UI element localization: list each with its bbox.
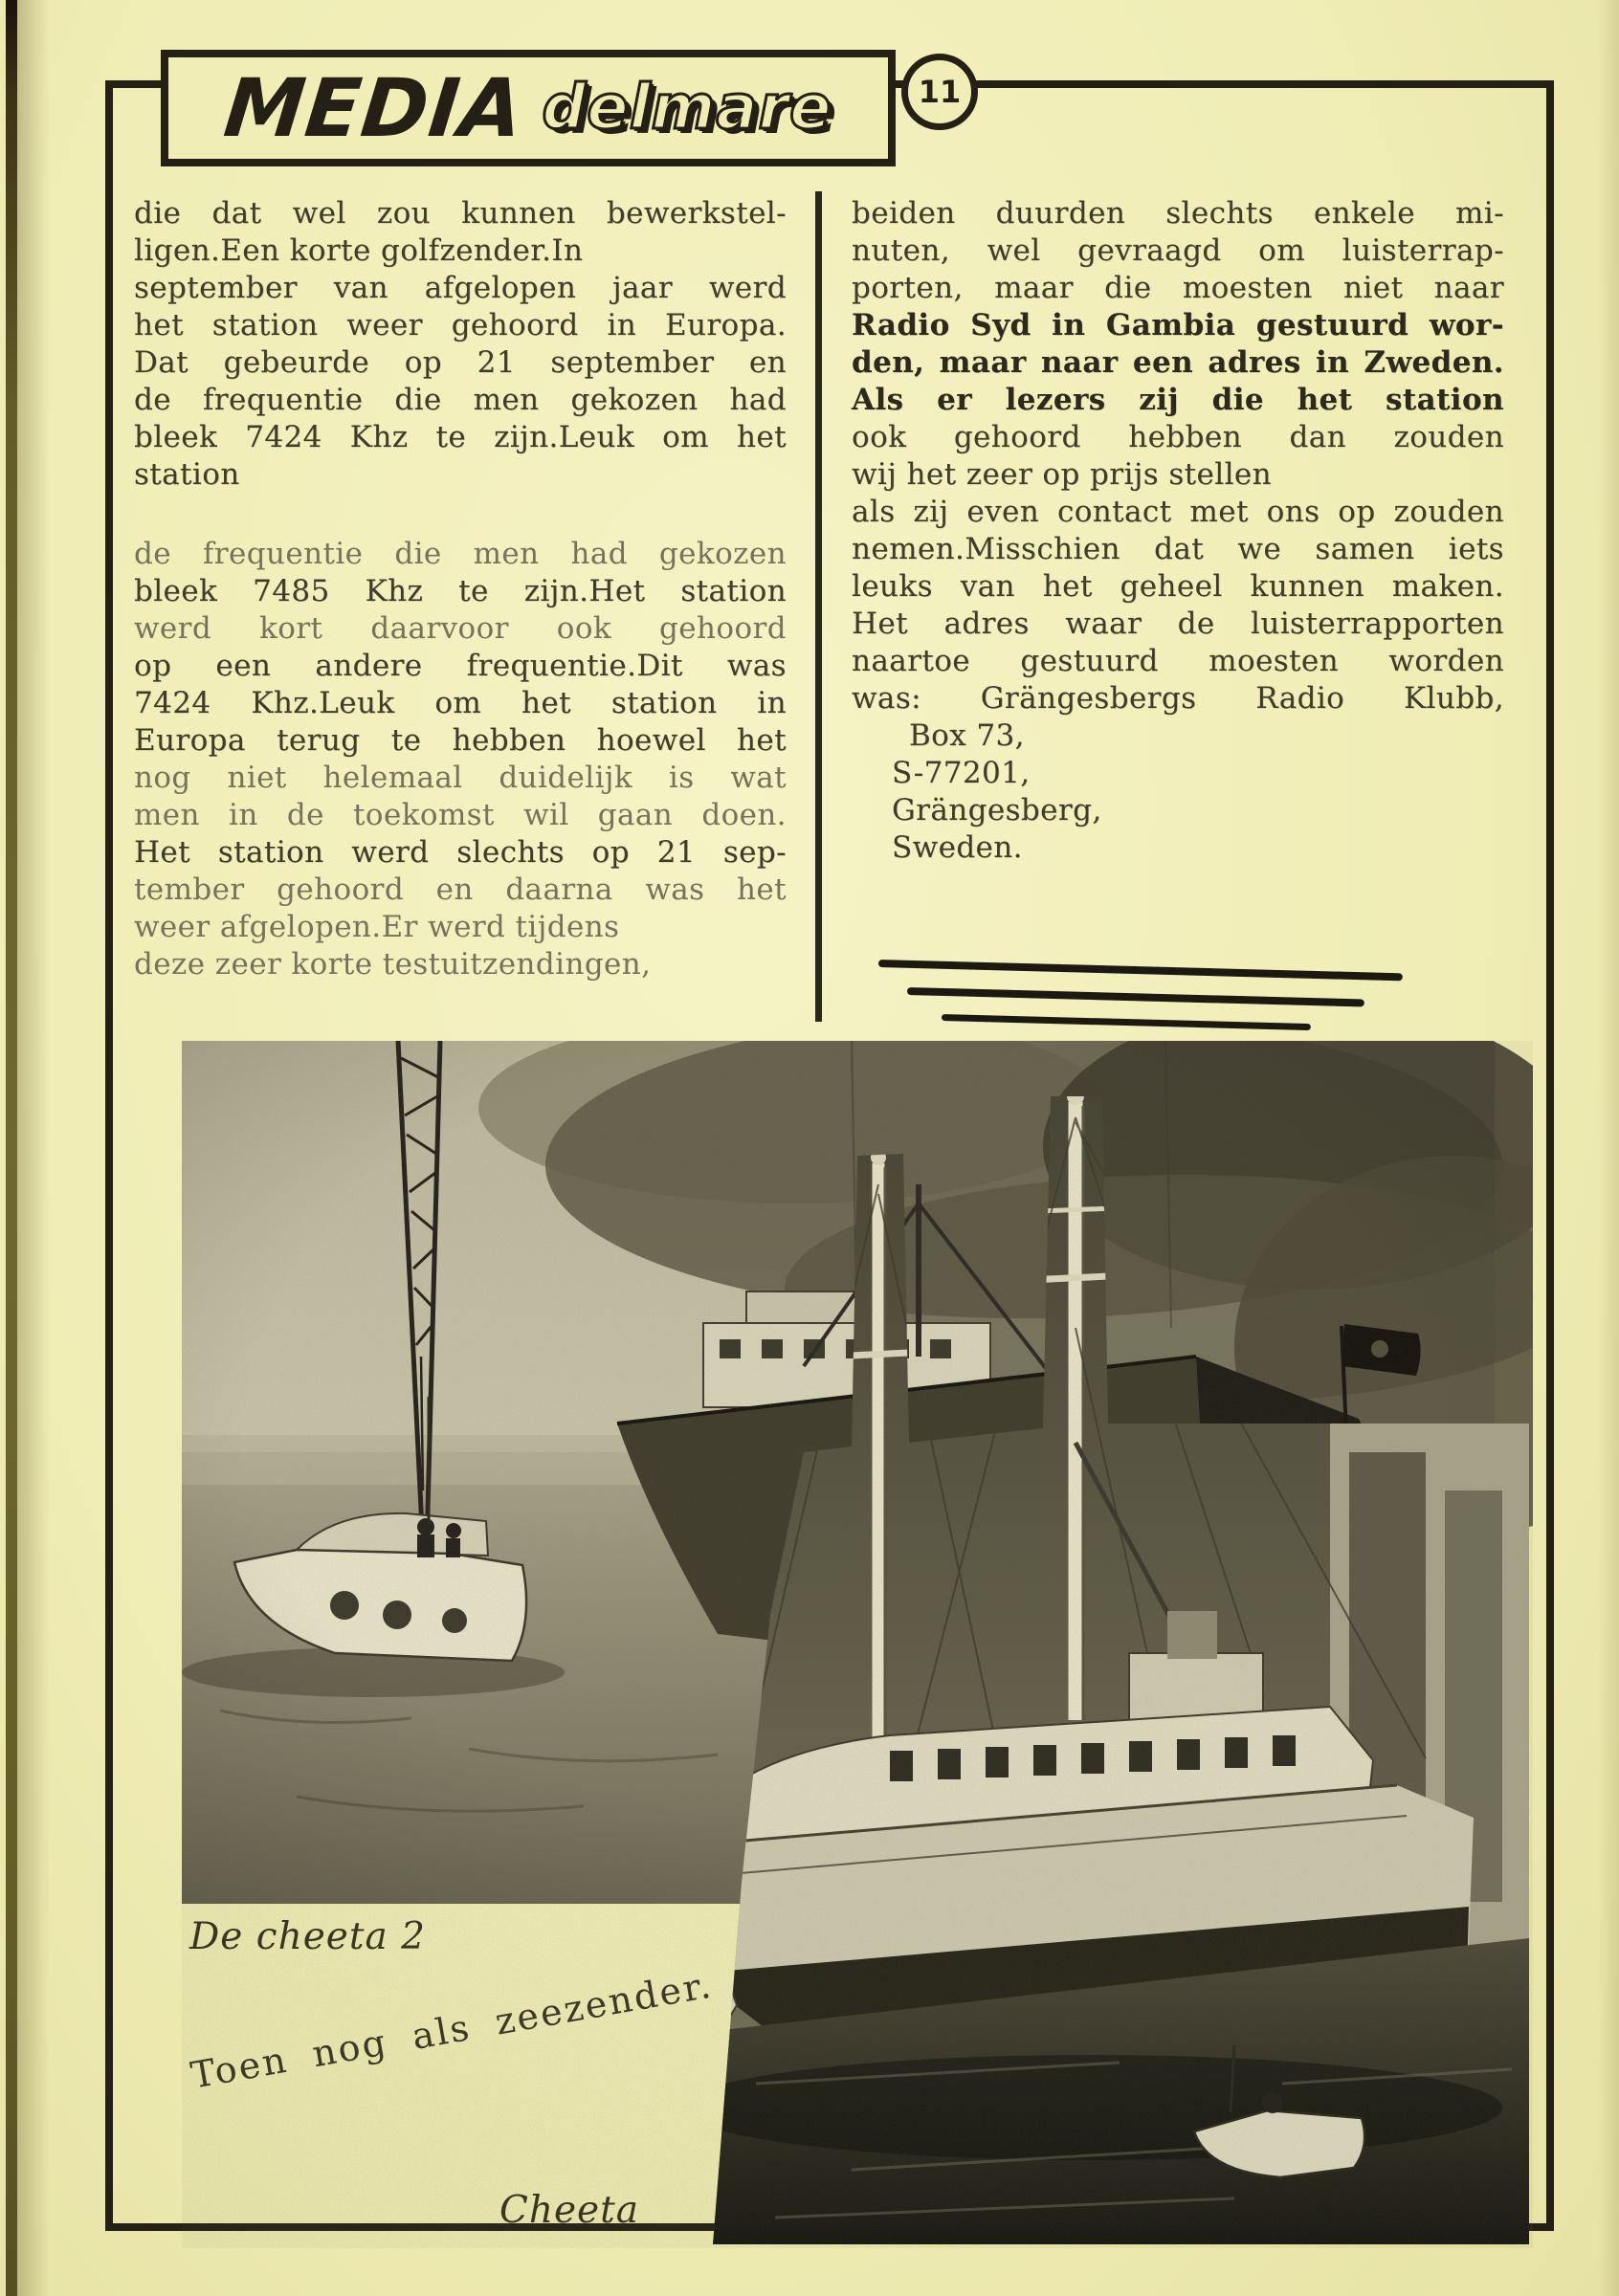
text-line: Dat gebeurde op 21 september en (134, 345, 787, 380)
column-divider (815, 191, 822, 1022)
photo-montage (182, 1041, 1533, 2248)
text-line: de frequentie die men had gekozen (134, 537, 787, 571)
text-line: Europa terug te hebben hoewel het (134, 723, 787, 758)
logo-delmare: delmare (542, 73, 832, 144)
address-line: Sweden. (892, 830, 1023, 865)
photo-cheeta2-and-cheeta (182, 1041, 1533, 2248)
text-line: tember gehoord en daarna was het (134, 872, 787, 907)
caption-de-cheeta-2: De cheeta 2 (189, 1915, 426, 1958)
photo-grain-overlay (182, 1041, 1533, 2248)
logo-box (161, 50, 896, 166)
text-line: ligen.Een korte golfzender.In (134, 233, 584, 268)
address-line: S-77201, (892, 756, 1031, 790)
text-line: Radio Syd in Gambia gestuurd wor- (852, 308, 1504, 342)
text-line: september van afgelopen jaar werd (134, 271, 787, 305)
text-line: Het adres waar de luisterrapporten (852, 607, 1504, 641)
caption-toen-nog-als-zeezender: Toen nog als zeezender. (188, 1963, 717, 2097)
text-line: porten, maar die moesten niet naar (852, 271, 1504, 305)
text-line: 7424 Khz.Leuk om het station in (134, 686, 787, 720)
text-line: wij het zeer op prijs stellen (852, 457, 1273, 492)
text-line: werd kort daarvoor ook gehoord (134, 611, 787, 646)
text-line: men in de toekomst wil gaan doen. (134, 798, 787, 832)
text-line: was: Grängesbergs Radio Klubb, (852, 681, 1504, 716)
text-line: leuks van het geheel kunnen maken. (852, 569, 1504, 604)
text-line: als zij even contact met ons op zouden (852, 495, 1504, 529)
logo-media: MEDIA (219, 61, 528, 155)
text-line: die dat wel zou kunnen bewerkstel- (134, 196, 787, 231)
address-line: Grängesberg, (892, 793, 1102, 828)
text-line: beiden duurden slechts enkele mi- (852, 196, 1504, 231)
text-line: nuten, wel gevraagd om luisterrap- (852, 233, 1504, 268)
text-line: op een andere frequentie.Dit was (134, 649, 787, 683)
text-line: station (134, 457, 240, 492)
text-line: naartoe gestuurd moesten worden (852, 644, 1504, 678)
text-line: het station weer gehoord in Europa. (134, 308, 787, 342)
text-line: Het station werd slechts op 21 sep- (134, 835, 787, 870)
left-column (134, 195, 787, 983)
page-number-badge (901, 54, 978, 130)
text-line: Als er lezers zij die het station (852, 383, 1504, 417)
scan-left-edge-shadow (17, 0, 50, 2296)
scan-left-edge (6, 0, 17, 2296)
text-line: bleek 7424 Khz te zijn.Leuk om het (134, 420, 787, 454)
caption-cheeta: Cheeta (499, 2189, 640, 2232)
scan-right-edge-shade (1598, 0, 1619, 2296)
text-line: bleek 7485 Khz te zijn.Het station (134, 574, 787, 608)
text-line: weer afgelopen.Er werd tijdens (134, 910, 620, 944)
page-number: 11 (918, 74, 962, 110)
text-line: de frequentie die men gekozen had (134, 383, 787, 417)
text-line: nemen.Misschien dat we samen iets (852, 532, 1504, 566)
text-line: den, maar naar een adres in Zweden. (852, 345, 1504, 380)
text-line: nog niet helemaal duidelijk is wat (134, 761, 787, 795)
text-line: deze zeer korte testuitzendingen, (134, 947, 652, 982)
address-line: Box 73, (909, 718, 1025, 753)
right-column (852, 195, 1504, 867)
text-line: ook gehoord hebben dan zouden (852, 420, 1504, 454)
